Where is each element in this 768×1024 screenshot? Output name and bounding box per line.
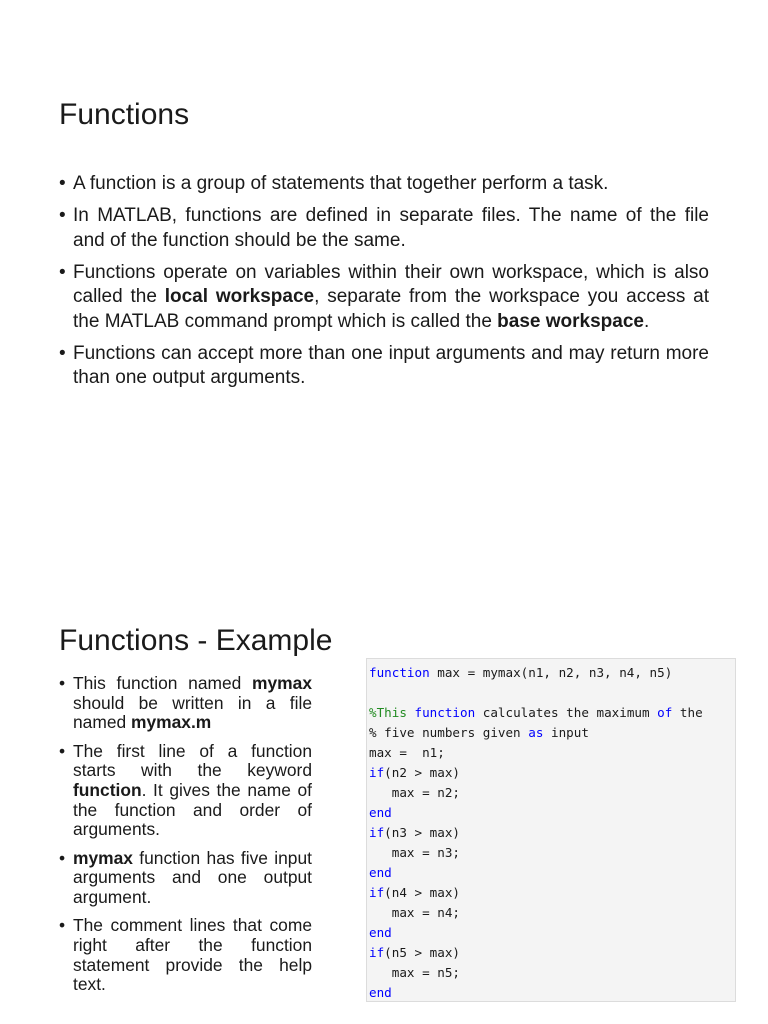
code-text: % five numbers given bbox=[369, 725, 529, 740]
slide-title: Functions bbox=[59, 98, 190, 131]
slide-functions-example bbox=[0, 512, 768, 1024]
bullet-bold-text: mymax.m bbox=[131, 712, 212, 733]
bullet-item bbox=[59, 261, 709, 335]
code-keyword: if bbox=[369, 945, 385, 960]
bullet-text: The comment lines that come right after the function statement provide the help text. bbox=[73, 915, 312, 995]
bullet-item bbox=[59, 742, 312, 841]
code-keyword: as bbox=[528, 725, 544, 740]
bullet-item bbox=[59, 674, 312, 733]
bullet-item bbox=[59, 172, 709, 197]
code-keyword: if bbox=[369, 885, 385, 900]
bullet-item bbox=[59, 342, 709, 391]
bullet-list bbox=[59, 172, 709, 398]
bullet-text: . It gives the name of the function and order of arguments. bbox=[73, 780, 312, 840]
bullet-bold-text: base workspace bbox=[497, 310, 644, 332]
code-text: max = n5; bbox=[369, 965, 460, 980]
code-line bbox=[369, 703, 703, 723]
bullet-text: Functions can accept more than one input arguments and may return more than one output arguments. bbox=[73, 342, 709, 388]
code-block bbox=[366, 658, 736, 1002]
bullet-text: This function named bbox=[73, 673, 253, 693]
code-keyword: end bbox=[369, 805, 392, 820]
code-line bbox=[369, 903, 460, 923]
bullet-text: , separate from the workspace you access at the MATLAB command prompt which is called the bbox=[73, 286, 710, 332]
code-text: max = n2; bbox=[369, 785, 460, 800]
code-text: (n2 > max) bbox=[384, 765, 460, 780]
code-keyword: end bbox=[369, 925, 392, 940]
bullet-text: . bbox=[643, 310, 650, 332]
code-text: max = n3; bbox=[369, 845, 460, 860]
slide-title: Functions - Example bbox=[59, 624, 333, 657]
code-keyword: end bbox=[369, 865, 392, 880]
code-keyword: function bbox=[369, 665, 430, 680]
code-comment: %This bbox=[369, 705, 415, 720]
code-text: (n4 > max) bbox=[384, 885, 460, 900]
bullet-list bbox=[59, 674, 312, 1004]
bullet-item bbox=[59, 849, 312, 908]
code-keyword: end bbox=[369, 985, 392, 1000]
code-line bbox=[369, 863, 392, 883]
bullet-text: In MATLAB, functions are defined in separate files. The name of the file and of the function should be the same. bbox=[73, 205, 709, 251]
code-line bbox=[369, 943, 460, 963]
code-text: max = mymax(n1, n2, n3, n4, n5) bbox=[429, 665, 673, 680]
code-text: input bbox=[543, 725, 589, 740]
bullet-bold-text: mymax bbox=[252, 673, 312, 693]
code-line bbox=[369, 923, 392, 943]
code-line bbox=[369, 803, 392, 823]
code-keyword: if bbox=[369, 765, 385, 780]
bullet-text: should be written in a file named bbox=[73, 692, 312, 733]
code-line bbox=[369, 763, 460, 783]
code-text: max = n4; bbox=[369, 905, 460, 920]
bullet-text: A function is a group of statements that together perform a task. bbox=[73, 173, 609, 194]
code-keyword: function bbox=[414, 705, 476, 720]
code-keyword: of bbox=[657, 705, 673, 720]
code-text: the bbox=[672, 705, 703, 720]
code-text: calculates the maximum bbox=[475, 705, 658, 720]
code-text: (n3 > max) bbox=[384, 825, 460, 840]
bullet-text: The first line of a function starts with the keyword bbox=[73, 740, 312, 781]
code-line bbox=[369, 823, 460, 843]
bullet-item bbox=[59, 916, 312, 995]
code-line bbox=[369, 783, 460, 803]
bullet-item bbox=[59, 204, 709, 253]
bullet-bold-text: function bbox=[73, 780, 142, 801]
code-line bbox=[369, 723, 589, 743]
code-line bbox=[369, 983, 392, 1003]
code-line bbox=[369, 663, 672, 683]
code-line bbox=[369, 843, 460, 863]
code-line bbox=[369, 883, 460, 903]
code-keyword: if bbox=[369, 825, 385, 840]
bullet-text: Functions operate on variables within their own workspace, which is also called the bbox=[73, 261, 709, 307]
bullet-bold-text: local workspace bbox=[164, 286, 315, 307]
bullet-text: function has five input arguments and one output argument. bbox=[73, 847, 312, 908]
code-line bbox=[369, 743, 445, 763]
code-line bbox=[369, 963, 460, 983]
code-text: max = n1; bbox=[369, 745, 445, 760]
bullet-bold-text: mymax bbox=[73, 847, 133, 868]
code-text: (n5 > max) bbox=[384, 945, 460, 960]
